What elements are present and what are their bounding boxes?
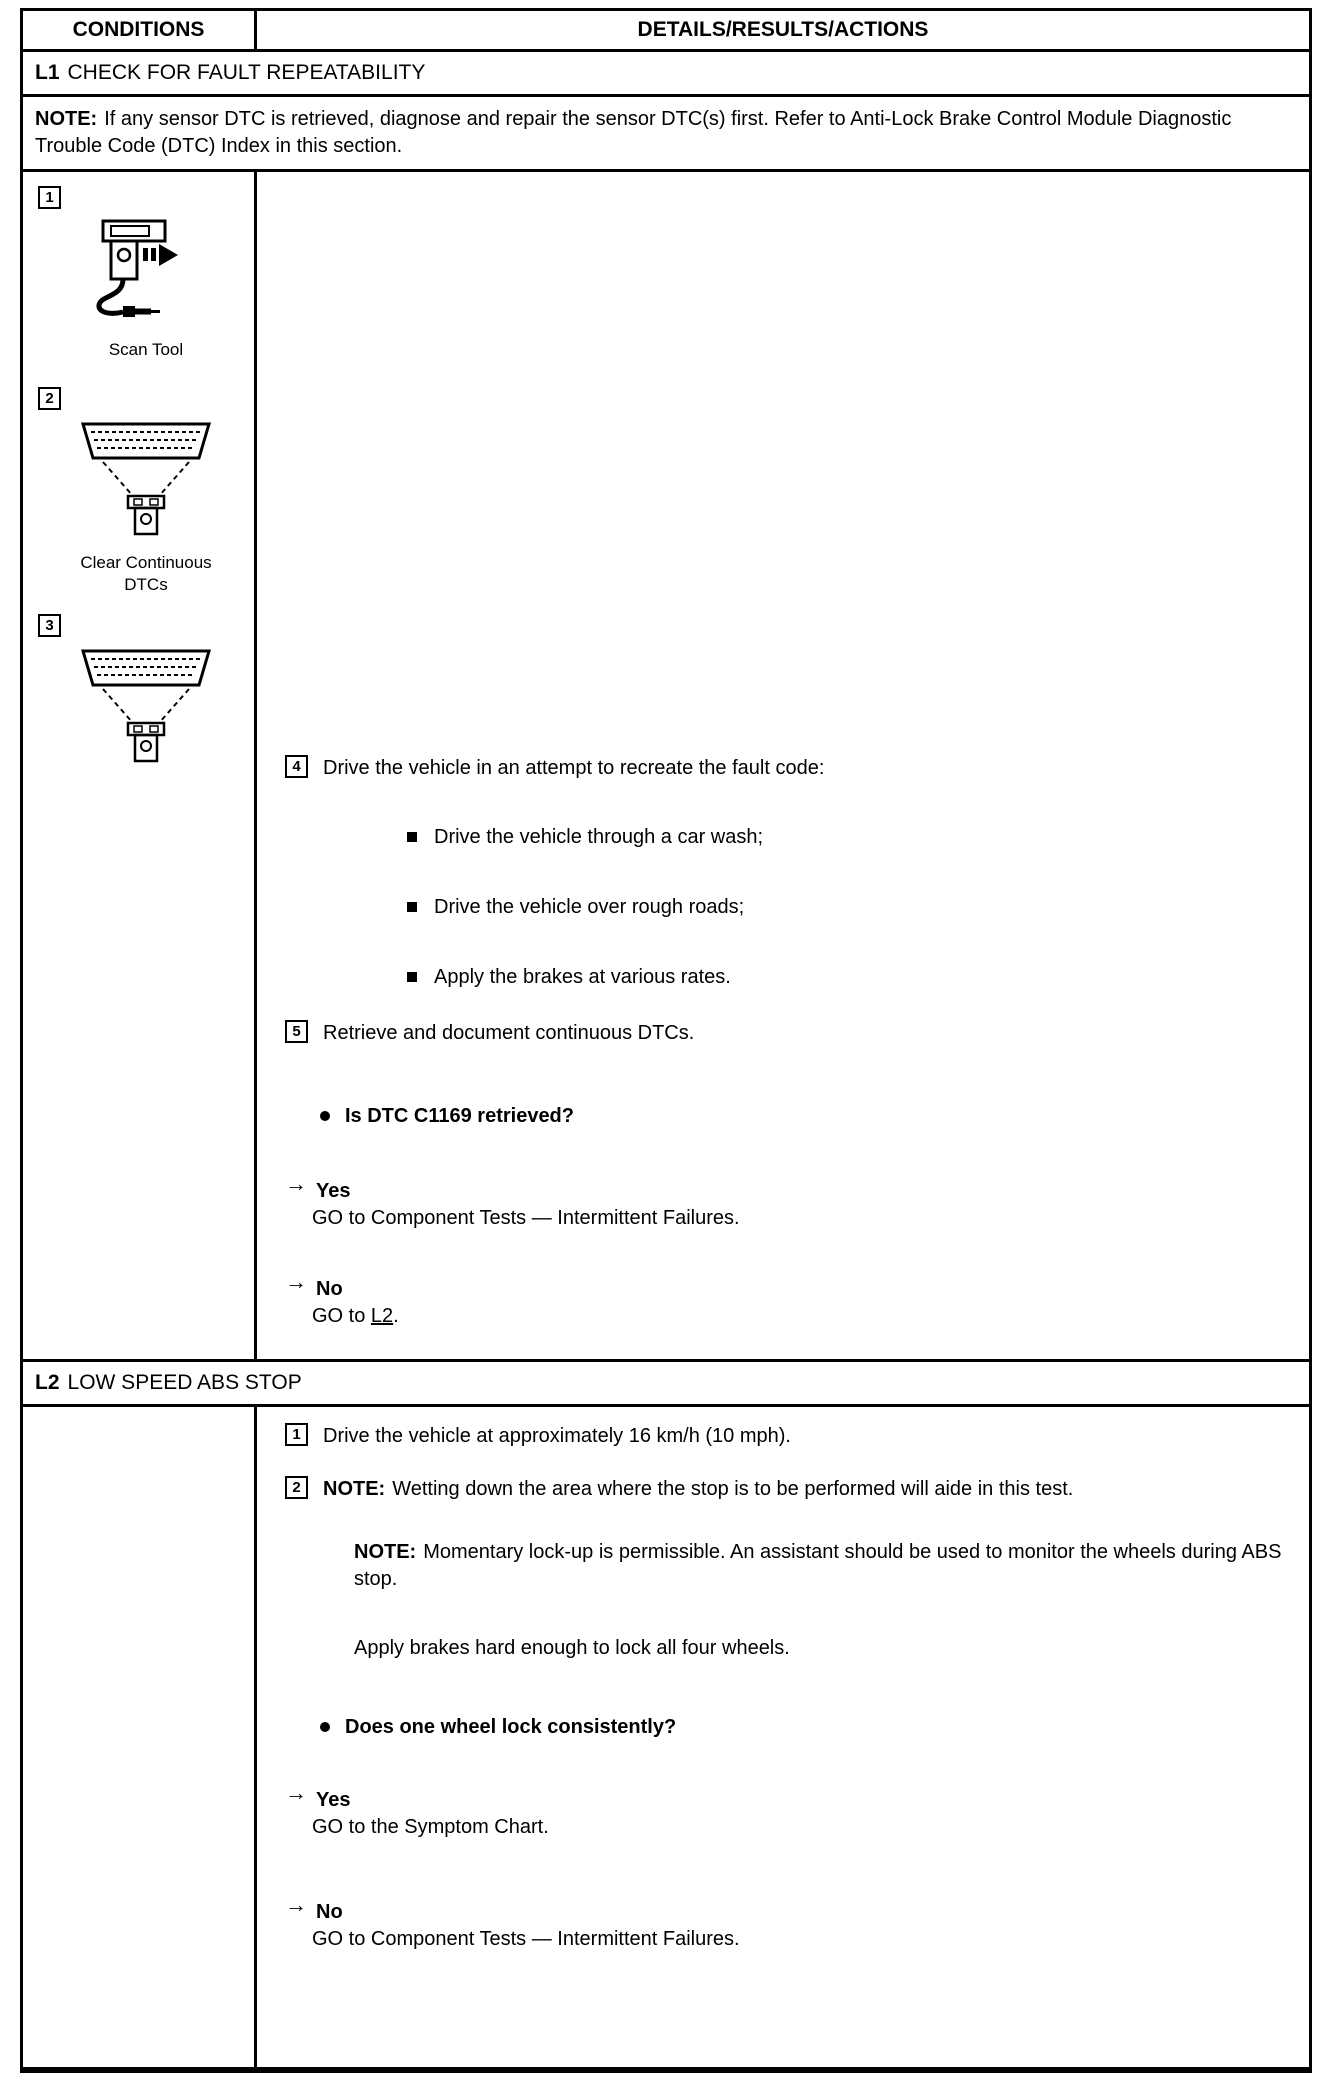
- l1-condition-step-3-box: 3: [38, 614, 61, 637]
- l1-yes-action: GO to Component Tests — Intermittent Failures.: [312, 1207, 740, 1229]
- l1-section-id: L1: [35, 61, 60, 84]
- l1-bullet-1: [407, 824, 1289, 850]
- l1-body-row: [23, 172, 1309, 1362]
- l1-note-text: If any sensor DTC is retrieved, diagnose and repair the sensor DTC(s) first. Refer to Anti-Lock Brake Control Module Diagnostic Trouble Code (DTC) Index in this section.: [35, 108, 1232, 157]
- l1-step-5-text: Retrieve and document continuous DTCs.: [323, 1022, 695, 1044]
- l1-details-cell: [257, 172, 1309, 1359]
- l2-yes-branch: [285, 1780, 1289, 1840]
- clear-dtcs-illustration: [71, 418, 221, 550]
- l1-condition-step-1-box: 1: [38, 186, 61, 209]
- l2-step-2-note-text: Wetting down the area where the stop is to be performed will aide in this test.: [392, 1478, 1074, 1500]
- l1-bullet-3-text: Apply the brakes at various rates.: [434, 966, 731, 988]
- l2-inner-note-label: NOTE:: [354, 1541, 417, 1563]
- l2-section-title: LOW SPEED ABS STOP: [67, 1371, 302, 1394]
- l2-step-2-box: 2: [285, 1476, 308, 1499]
- l2-no-action: GO to Component Tests — Intermittent Failures.: [312, 1928, 740, 1950]
- l1-section-title: CHECK FOR FAULT REPEATABILITY: [67, 61, 426, 84]
- square-bullet-icon: [407, 972, 417, 982]
- l1-yes-label: Yes: [316, 1180, 351, 1202]
- table-header-row: [23, 11, 1309, 52]
- l1-no-label: No: [316, 1278, 343, 1300]
- l1-bullet-1-text: Drive the vehicle through a car wash;: [434, 826, 764, 848]
- l2-section-id: L2: [35, 1371, 60, 1394]
- clear-dtcs-illustration-2: [71, 645, 221, 777]
- l2-inner-note: [354, 1539, 1289, 1593]
- round-bullet-icon: [320, 1722, 330, 1732]
- clear-dtcs-caption: Clear Continuous DTCs: [80, 553, 212, 594]
- l2-cross-reference: L2: [370, 1305, 394, 1327]
- l1-step-4-text: Drive the vehicle in an attempt to recreate the fault code:: [323, 757, 825, 779]
- l1-section-header: [23, 52, 1309, 97]
- round-bullet-icon: [320, 1111, 330, 1121]
- l1-yes-branch: [285, 1171, 1289, 1231]
- l2-step-1-text: Drive the vehicle at approximately 16 km/h (10 mph).: [323, 1425, 791, 1447]
- l2-step-2-text: [323, 1476, 1073, 1503]
- l2-no-label: No: [316, 1901, 343, 1923]
- l1-step-5-box: 5: [285, 1020, 308, 1043]
- l2-section-header: [23, 1362, 1309, 1407]
- square-bullet-icon: [407, 832, 417, 842]
- l1-step-4: [285, 755, 1289, 782]
- l1-step-4-box: 4: [285, 755, 308, 778]
- l2-step-1-box: 1: [285, 1423, 308, 1446]
- arrow-right-icon: →: [285, 1171, 307, 1196]
- l2-step-1: [285, 1423, 1289, 1450]
- l1-no-action-prefix: GO to: [312, 1305, 371, 1327]
- l2-no-branch: [285, 1892, 1289, 1952]
- pinpoint-test-table: [20, 8, 1312, 2073]
- l2-instruction: Apply brakes hard enough to lock all four wheels.: [354, 1637, 790, 1659]
- l2-question: [320, 1714, 1289, 1740]
- scan-tool-illustration: [81, 217, 211, 337]
- l1-bullet-2-text: Drive the vehicle over rough roads;: [434, 896, 745, 918]
- l2-body-row: [23, 1407, 1309, 2070]
- l1-conditions-cell: [23, 172, 257, 1359]
- l1-no-action-suffix: .: [393, 1305, 399, 1327]
- l2-step-2: [285, 1476, 1289, 1503]
- conditions-column-header: CONDITIONS: [23, 11, 257, 49]
- arrow-right-icon: →: [285, 1892, 307, 1917]
- l2-step-2-note-label: NOTE:: [323, 1478, 386, 1500]
- details-column-header: DETAILS/RESULTS/ACTIONS: [637, 18, 929, 41]
- l1-question-text: Is DTC C1169 retrieved?: [345, 1105, 574, 1127]
- scan-tool-caption: Scan Tool: [108, 340, 184, 359]
- l1-note-label: NOTE:: [35, 108, 98, 130]
- l1-bullet-2: [407, 894, 1289, 920]
- arrow-right-icon: →: [285, 1269, 307, 1294]
- square-bullet-icon: [407, 902, 417, 912]
- l1-bullet-3: [407, 964, 1289, 990]
- arrow-right-icon: →: [285, 1780, 307, 1805]
- l2-yes-label: Yes: [316, 1789, 351, 1811]
- l2-details-cell: [257, 1407, 1309, 2067]
- l2-yes-action: GO to the Symptom Chart.: [312, 1816, 549, 1838]
- l1-no-branch: [285, 1269, 1289, 1329]
- l2-conditions-cell: [23, 1407, 257, 2067]
- l1-question: [320, 1103, 1289, 1129]
- l2-question-text: Does one wheel lock consistently?: [345, 1716, 677, 1738]
- l1-condition-step-2-box: 2: [38, 387, 61, 410]
- l1-no-action: [312, 1303, 1262, 1329]
- l2-inner-note-text: Momentary lock-up is permissible. An assistant should be used to monitor the wheels during ABS stop.: [354, 1541, 1282, 1590]
- l1-note: [23, 97, 1309, 172]
- l1-step-5: [285, 1020, 1289, 1047]
